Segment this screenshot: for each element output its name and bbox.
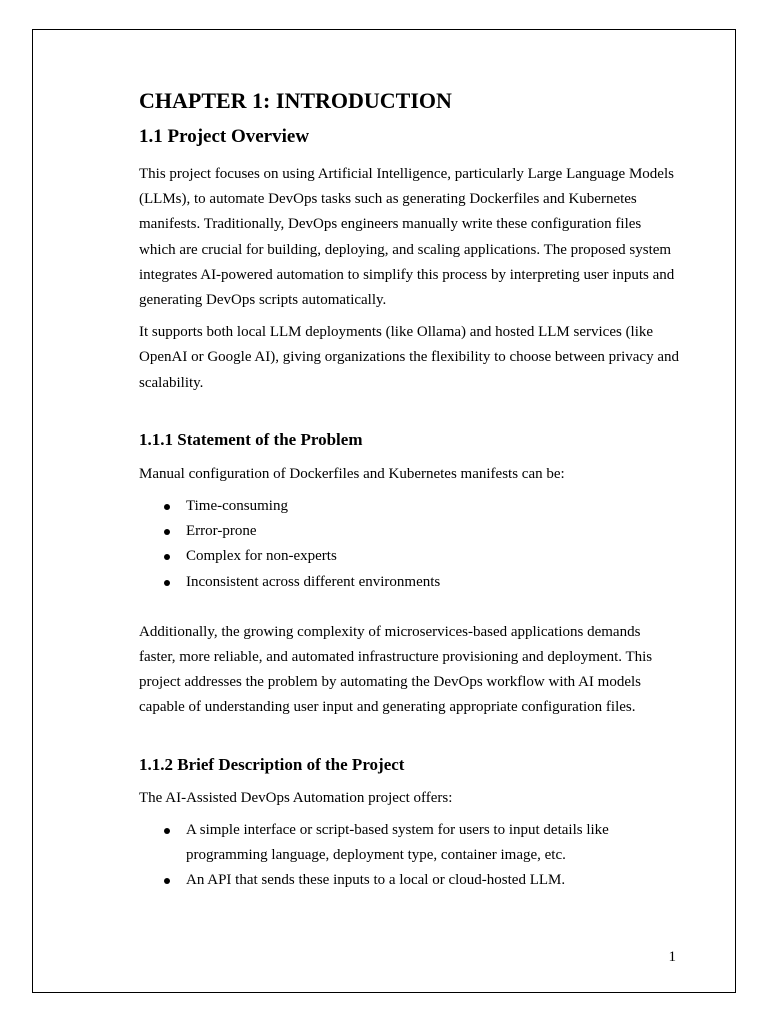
list-item: Time-consuming [139, 494, 679, 519]
list-item: Inconsistent across different environments [139, 570, 679, 595]
section-heading-statement-of-problem: 1.1.1 Statement of the Problem [139, 429, 363, 449]
list-item: Complex for non-experts [139, 544, 679, 569]
paragraph-overview-1: This project focuses on using Artificial Intelligence, particularly Large Language Models (LLMs), to automate DevOps tasks such as generating Dockerfiles and Kubernetes manifests. Traditionally, DevOps engineers manually write these configuration files which are crucial for building, deploying, and scaling applications. The proposed system integrates AI-powered automation to simplify this process by interpreting user inputs and generating DevOps scripts automatically. [139, 166, 675, 309]
list-item: An API that sends these inputs to a local or cloud-hosted LLM. [139, 868, 679, 893]
paragraph-problem-closing: Additionally, the growing complexity of microservices-based applications demands faster, more reliable, and automated infrastructure provisioning and deployment. This project addresses the problem by automating the DevOps workflow with AI models capable of understanding user input and generating appropriate configuration files. [139, 623, 653, 716]
chapter-title: CHAPTER 1: INTRODUCTION [139, 88, 452, 113]
problem-list [139, 494, 679, 595]
list-item: A simple interface or script-based system for users to input details like programming language, deployment type, container image, etc. [139, 818, 679, 868]
list-item: Error-prone [139, 519, 679, 544]
document-body [139, 86, 679, 893]
paragraph-overview-2: It supports both local LLM deployments (like Ollama) and hosted LLM services (like OpenAI or Google AI), giving organizations the flexibility to choose between privacy and scalability. [139, 324, 679, 391]
description-list [139, 818, 679, 894]
section-heading-brief-description: 1.1.2 Brief Description of the Project [139, 754, 405, 774]
section-heading-project-overview: 1.1 Project Overview [139, 126, 310, 147]
paragraph-problem-intro: Manual configuration of Dockerfiles and Kubernetes manifests can be: [139, 465, 565, 482]
paragraph-description-intro: The AI-Assisted DevOps Automation project offers: [139, 789, 453, 806]
page-number: 1 [668, 949, 676, 965]
